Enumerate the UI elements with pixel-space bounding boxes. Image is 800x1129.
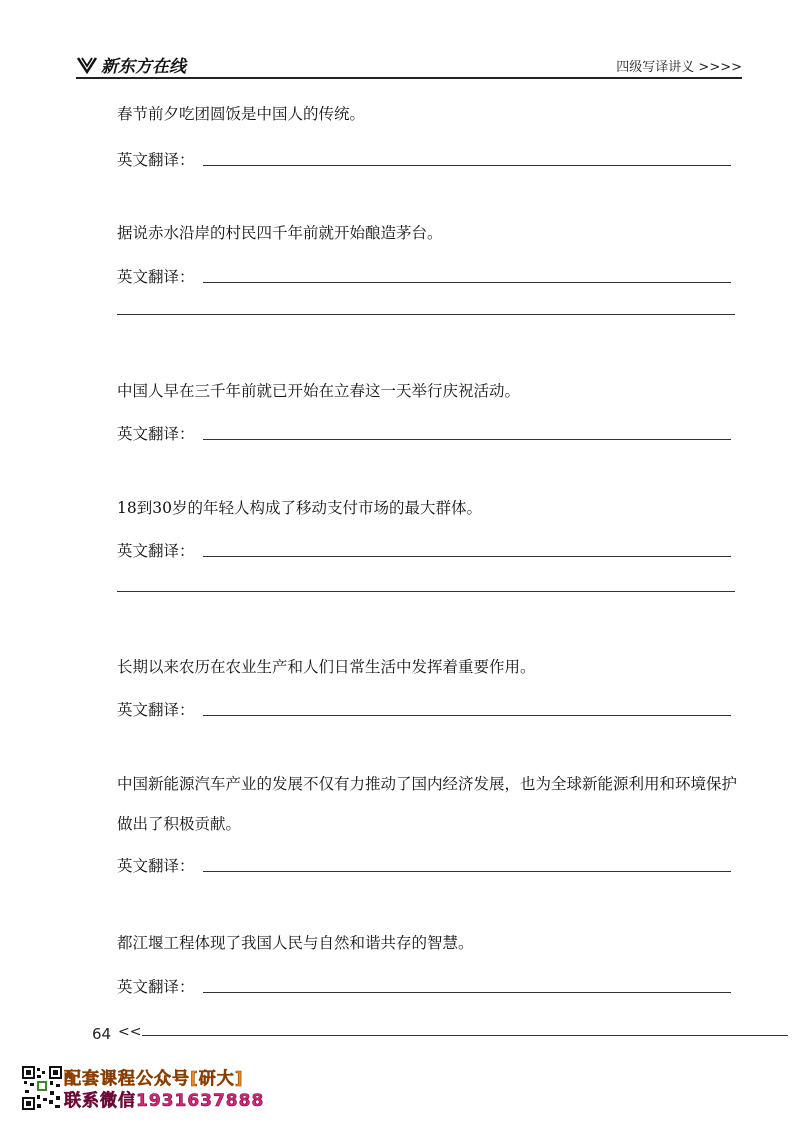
brand-name: 新东方在线 xyxy=(101,57,186,77)
answer-label: 英文翻译： xyxy=(117,268,195,286)
promo-line-2: 联系微信1931637888 xyxy=(64,1091,265,1111)
exercise-item-4 xyxy=(117,498,747,559)
answer-row xyxy=(117,975,747,995)
header-divider xyxy=(76,77,742,79)
answer-row xyxy=(117,539,747,559)
promo-line-1: 配套课程公众号[研大] xyxy=(64,1069,244,1089)
answer-line[interactable] xyxy=(203,992,731,993)
section-title: 四级写译讲义 >>>> xyxy=(616,60,742,75)
answer-label: 英文翻译： xyxy=(117,542,195,560)
answer-label: 英文翻译： xyxy=(117,151,195,169)
chinese-prompt: 都江堰工程体现了我国人民与自然和谐共存的智慧。 xyxy=(117,934,474,952)
page-footer xyxy=(92,1025,788,1045)
answer-label: 英文翻译： xyxy=(117,978,195,996)
answer-row xyxy=(117,422,747,442)
answer-row xyxy=(117,698,747,718)
exercise-item-7 xyxy=(117,933,747,995)
answer-label: 英文翻译： xyxy=(117,701,195,719)
qr-code-icon xyxy=(22,1066,62,1110)
brand-logo-icon xyxy=(76,55,98,75)
promo-banner xyxy=(64,1068,264,1112)
exercise-item-3 xyxy=(117,381,747,442)
answer-label: 英文翻译： xyxy=(117,425,195,443)
chinese-prompt: 长期以来农历在农业生产和人们日常生活中发挥着重要作用。 xyxy=(117,658,536,676)
answer-line[interactable] xyxy=(203,165,731,166)
answer-row xyxy=(117,148,747,168)
answer-line[interactable] xyxy=(203,871,731,872)
answer-line-extra[interactable] xyxy=(117,314,735,315)
chinese-prompt: 据说赤水沿岸的村民四千年前就开始酿造茅台。 xyxy=(117,224,443,242)
answer-row xyxy=(117,265,747,285)
answer-line[interactable] xyxy=(203,556,731,557)
exercise-item-2 xyxy=(117,223,747,285)
brand-logo xyxy=(76,52,186,77)
chinese-prompt: 18到30岁的年轻人构成了移动支付市场的最大群体。 xyxy=(117,499,482,517)
chinese-prompt: 中国新能源汽车产业的发展不仅有力推动了国内经济发展，也为全球新能源利用和环境保护做出了积极贡献。 xyxy=(117,775,738,833)
chinese-prompt: 春节前夕吃团圆饭是中国人的传统。 xyxy=(117,105,366,123)
back-arrow-icon: << xyxy=(118,1024,142,1040)
answer-line[interactable] xyxy=(203,439,731,440)
answer-row xyxy=(117,854,747,874)
exercise-item-1 xyxy=(117,104,747,168)
footer-divider xyxy=(142,1035,788,1036)
exercise-item-6 xyxy=(117,764,747,874)
answer-label: 英文翻译： xyxy=(117,857,195,875)
answer-line-extra[interactable] xyxy=(117,591,735,592)
answer-line[interactable] xyxy=(203,715,731,716)
page-number: 64 xyxy=(92,1025,112,1043)
chinese-prompt: 中国人早在三千年前就已开始在立春这一天举行庆祝活动。 xyxy=(117,382,521,400)
page-header xyxy=(76,50,742,78)
answer-line[interactable] xyxy=(203,282,731,283)
exercise-item-5 xyxy=(117,657,747,718)
